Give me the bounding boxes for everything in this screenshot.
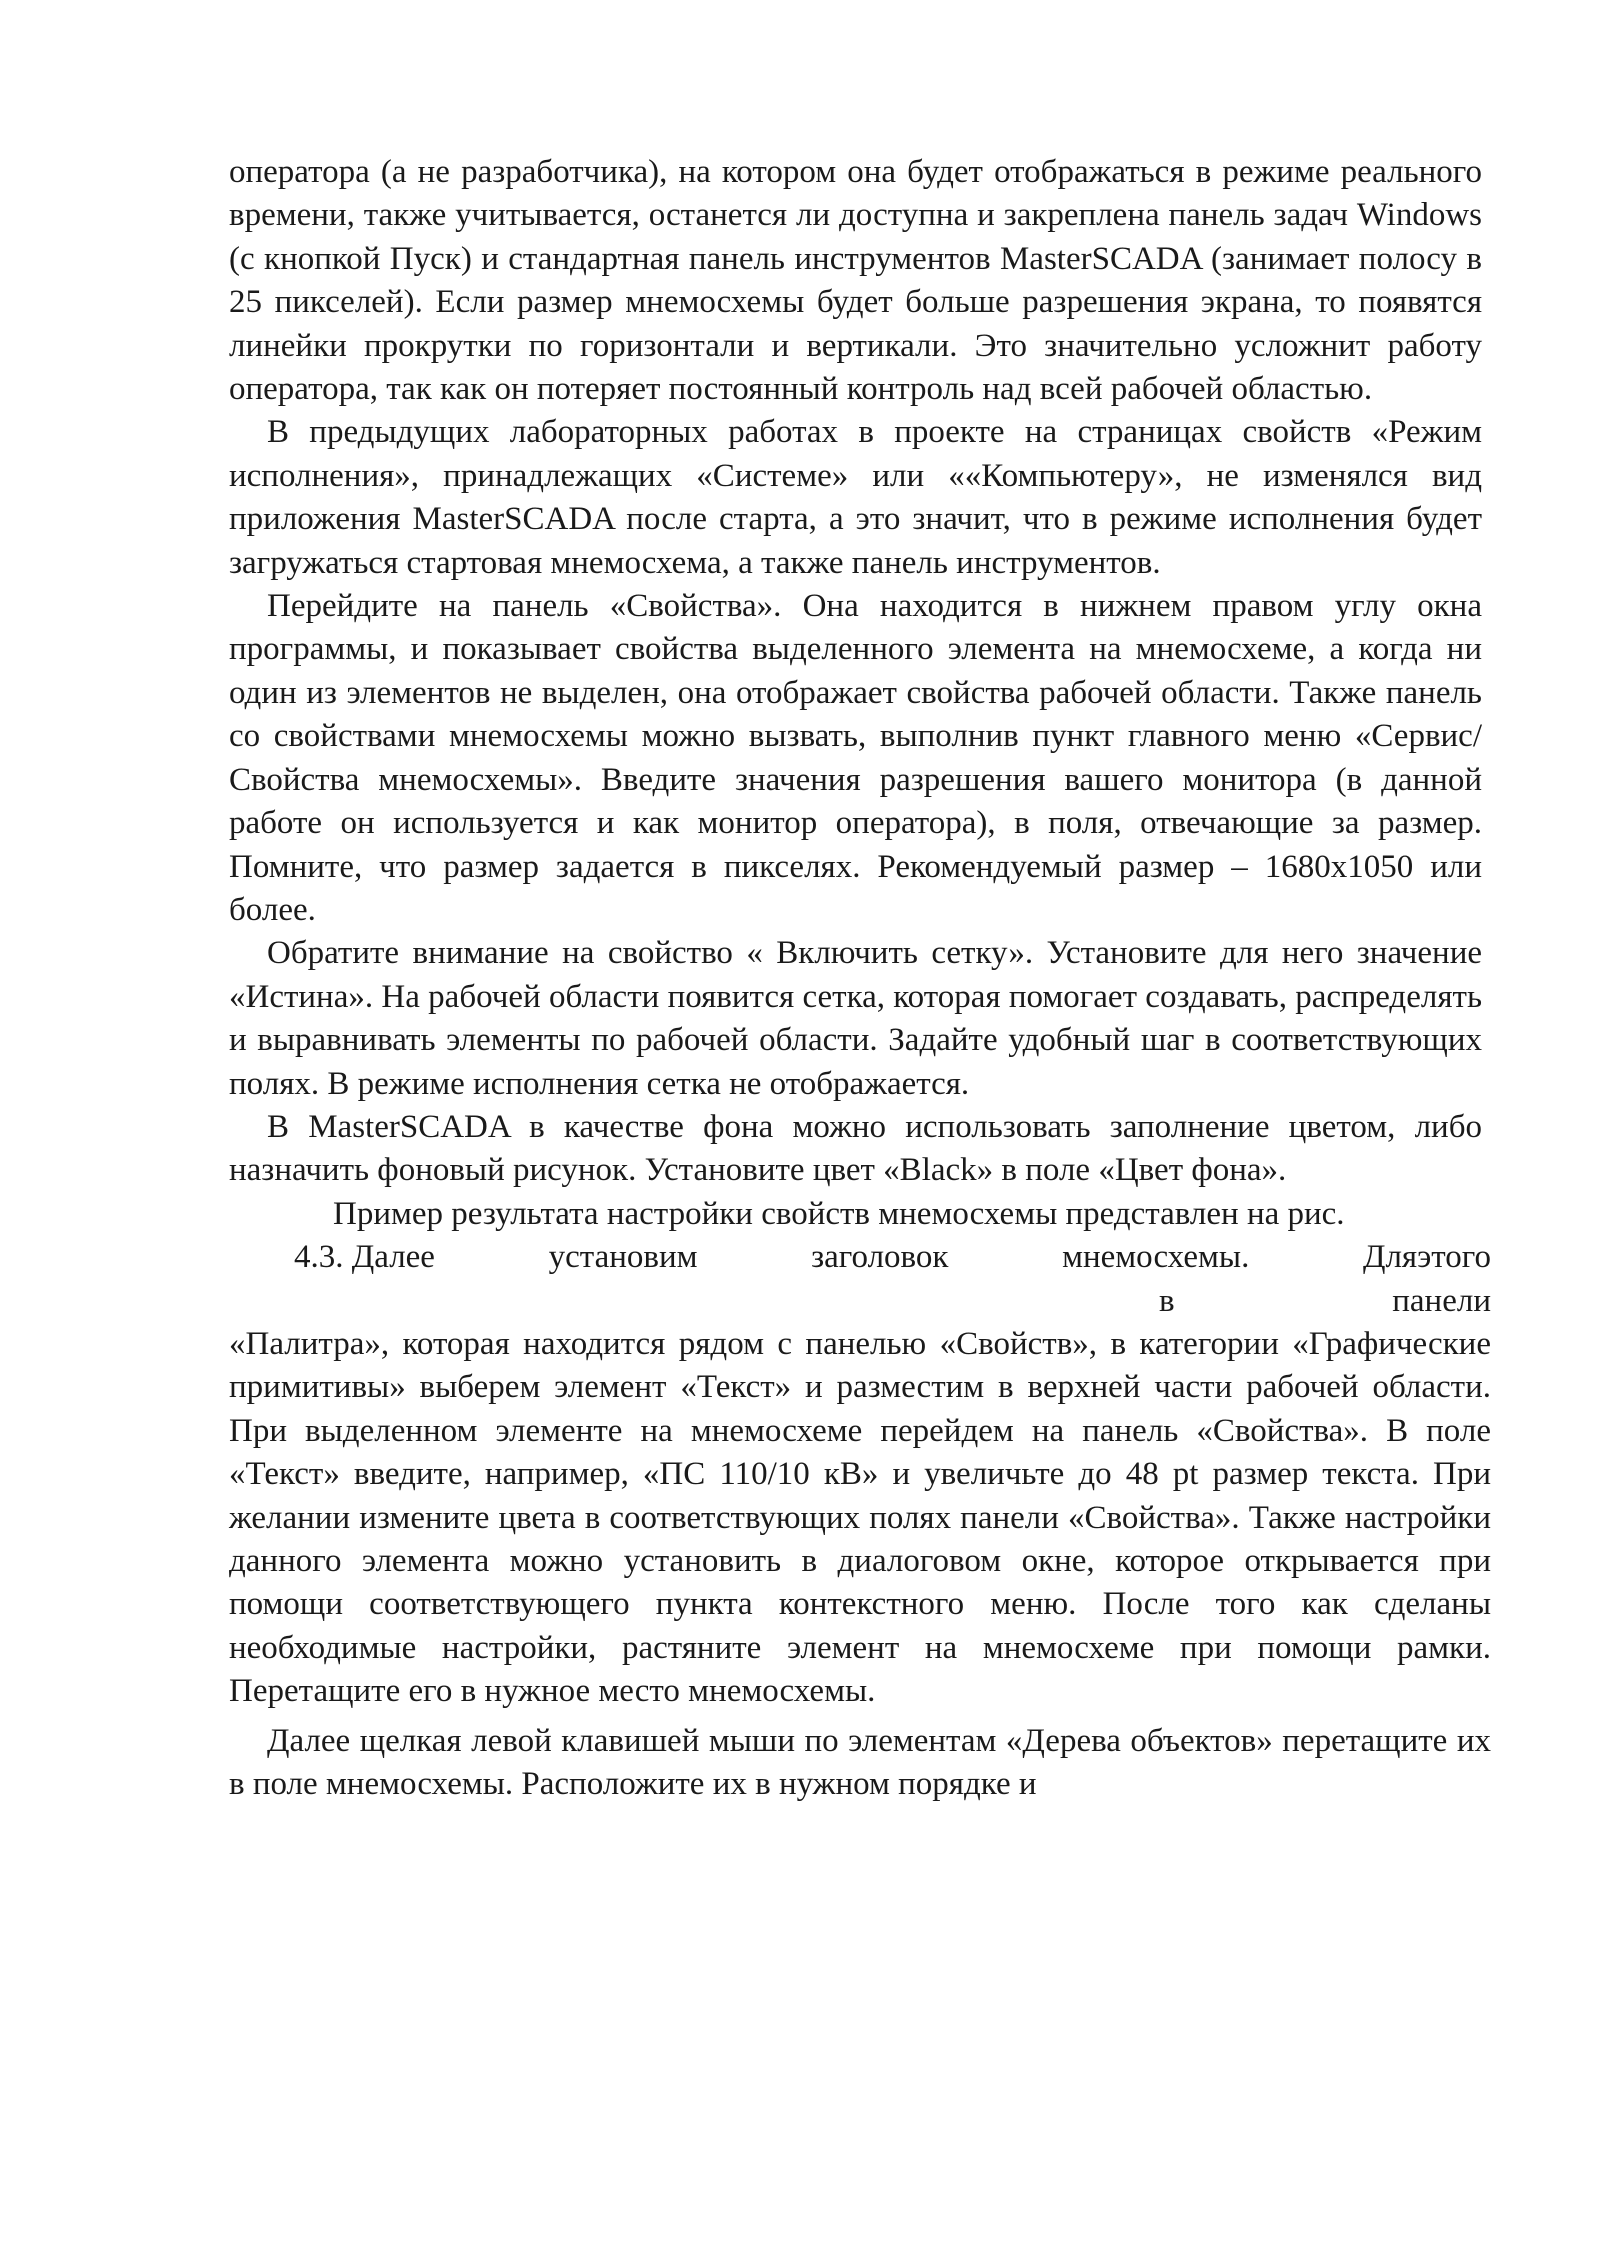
paragraph-object-tree: Далее щелкая левой клавишей мыши по элементам «Дерева объектов» перетащите их в поле мнемосхемы. Расположите их в нужном порядке и: [229, 1722, 1491, 1803]
paragraph-palette: «Палитра», которая находится рядом с панелью «Свойств», в категории «Графические примитивы» выберем элемент «Текст» и разместим в верхней части рабочей области. При выделенном элементе на мнемосхеме перейдем на панель «Свойства». В поле «Текст» введите, например, «ПС 110/10 кВ» и увеличьте до 48 pt размер текста. При желании измените цвета в соответствующих полях панели «Свойства». Также настройки данного элемента можно установить в диалоговом окне, которое открывается при помощи соответствующего пункта контекстного меню. После того как сделаны необходимые настройки, растяните элемент на мнемосхеме при помощи рамки. Перетащите его в нужное место мнемосхемы.: [229, 1325, 1491, 1710]
word: мнемосхемы.: [1062, 1239, 1250, 1276]
word: установим: [548, 1239, 698, 1276]
paragraph-figure-reference: Пример результата настройки свойств мнемосхемы представлен на рис.: [333, 1195, 1345, 1232]
paragraph-background: В MasterSCADA в качестве фона можно использовать заполнение цветом, либо назначить фоновый рисунок. Установите цвет «Black» в поле «Цвет фона».: [229, 1108, 1482, 1189]
word: в: [1159, 1282, 1175, 1319]
word: заголовок: [811, 1239, 949, 1276]
word: 4.3. Далее: [294, 1239, 435, 1276]
paragraph-properties-panel: Перейдите на панель «Свойства». Она находится в нижнем правом углу окна программы, и показывает свойства выделенного элемента на мнемосхеме, а когда ни один из элементов не выделен, она отображает свойства рабочей области. Также панель со свойствами мнемосхемы можно вызвать, выполнив пункт главного меню «Сервис/ Свойства мнемосхемы». Введите значения разрешения вашего монитора (в данной работе он используется и как монитор оператора), в поля, отвечающие за размер. Помните, что размер задается в пикселях. Рекомендуемый размер – 1680x1050 или более.: [229, 588, 1482, 928]
word: Дляэтого: [1362, 1239, 1491, 1276]
paragraph-grid: Обратите внимание на свойство « Включить сетку». Установите для него значение «Истина». На рабочей области появится сетка, которая помогает создавать, распределять и выравнивать элементы по рабочей области. Задайте удобный шаг в соответствующих полях. В режиме исполнения сетка не отображается.: [229, 935, 1482, 1102]
paragraph-title-line: [229, 1236, 1491, 1279]
word: панели: [1392, 1282, 1491, 1319]
paragraph-panel-line: [229, 1280, 1491, 1323]
paragraph-continued: оператора (а не разработчика), на котором она будет отображаться в режиме реального времени, также учитывается, останется ли доступна и закреплена панель задач Windows (с кнопкой Пуск) и стандартная панель инструментов MasterSCADA (занимает полосу в 25 пикселей). Если размер мнемосхемы будет больше разрешения экрана, то появятся линейки прокрутки по горизонтали и вертикали. Это значительно усложнит работу оператора, так как он потеряет постоянный контроль над всей рабочей областью.: [229, 154, 1482, 408]
paragraph-execution-mode: В предыдущих лабораторных работах в проекте на страницах свойств «Режим исполнения», принадлежащих «Системе» или ««Компьютеру», не изменялся вид приложения MasterSCADA после старта, а это значит, что в режиме исполнения будет загружаться стартовая мнемосхема, а также панель инструментов.: [229, 414, 1482, 581]
body-text: [229, 151, 1491, 1806]
